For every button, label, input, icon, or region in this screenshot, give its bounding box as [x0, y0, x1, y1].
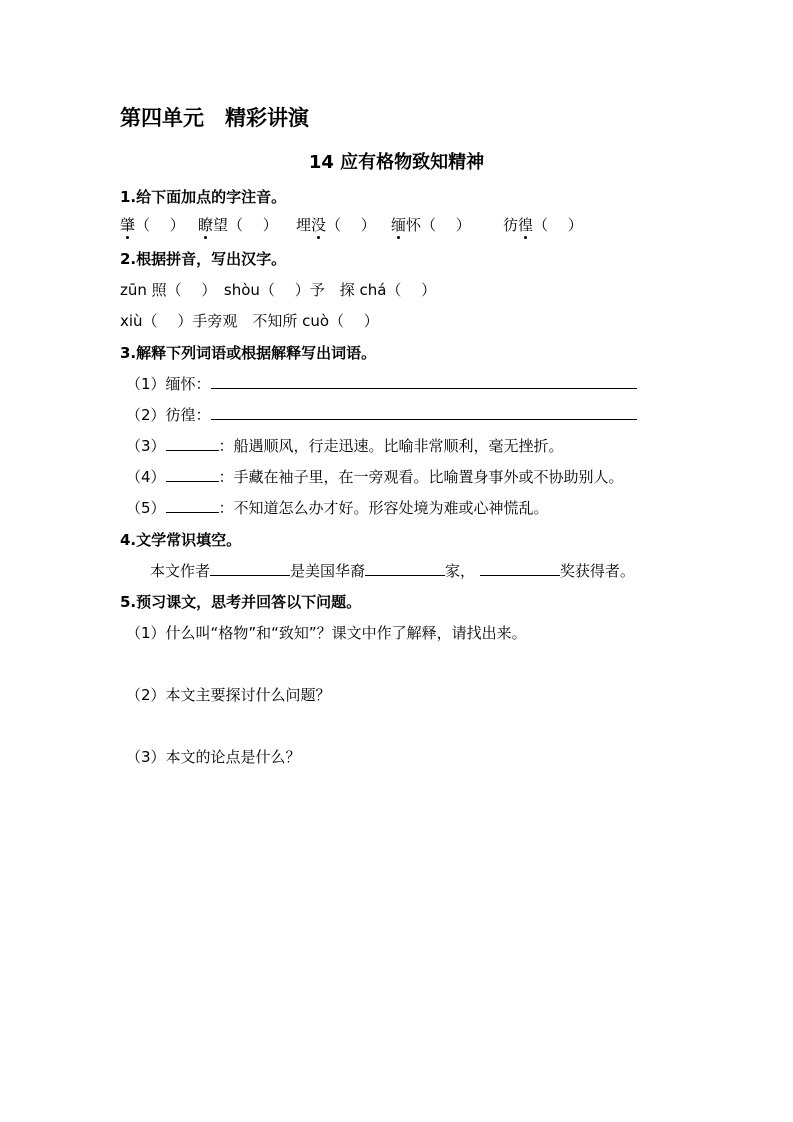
answer-blank[interactable]: （ ）: [421, 216, 471, 234]
plain-char: 怀: [406, 216, 422, 234]
q3-item-2: [126, 404, 637, 425]
answer-blank[interactable]: （ ）: [326, 216, 376, 234]
answer-blank[interactable]: （ ）: [533, 216, 583, 234]
q5-item-1: （1）什么叫“格物”和“致知”？课文中作了解释，请找出来。: [126, 624, 527, 642]
answer-line[interactable]: [211, 405, 637, 420]
q1-item-1: [120, 214, 185, 235]
q3-text: ：船遇顺风，行走迅速。比喻非常顺利，毫无挫折。: [218, 437, 564, 455]
q1-item-5: [503, 214, 583, 235]
question-5-prompt: 5.预习课文，思考并回答以下问题。: [120, 593, 362, 611]
dotted-char: 肇: [120, 216, 136, 234]
answer-blank[interactable]: （ ）: [135, 216, 185, 234]
q3-item-1: [126, 373, 637, 394]
q2-line-2: xiù（ ）手旁观 不知所 cuò（ ）: [120, 312, 379, 330]
q3-item-5: [126, 497, 549, 518]
q3-text: ：不知道怎么办才好。形容处境为难或心神慌乱。: [218, 499, 549, 517]
dotted-char: 瞭: [198, 216, 214, 234]
q3-label: （2）彷徨：: [126, 406, 211, 424]
dotted-char: 徨: [518, 216, 534, 234]
answer-line[interactable]: [480, 561, 560, 576]
answer-line[interactable]: [166, 498, 219, 513]
q3-text: ：手藏在袖子里，在一旁观看。比喻置身事外或不协助别人。: [218, 468, 624, 486]
q4-text: 奖获得者。: [559, 562, 635, 580]
q3-item-4: [126, 466, 624, 487]
q4-text: 家，: [445, 562, 476, 580]
plain-char: 彷: [503, 216, 519, 234]
q1-item-3: [296, 214, 376, 235]
q1-item-4: [391, 214, 471, 235]
question-2-prompt: 2.根据拼音，写出汉字。: [120, 250, 287, 268]
answer-line[interactable]: [166, 467, 219, 482]
q3-label: （1）缅怀：: [126, 375, 211, 393]
answer-line[interactable]: [166, 436, 219, 451]
answer-blank[interactable]: （ ）: [228, 216, 278, 234]
q3-label: （4）: [126, 468, 166, 486]
question-4-prompt: 4.文学常识填空。: [120, 531, 242, 549]
question-3-prompt: 3.解释下列词语或根据解释写出词语。: [120, 344, 377, 362]
plain-char: 埋: [296, 216, 312, 234]
answer-line[interactable]: [210, 561, 290, 576]
q3-label: （5）: [126, 499, 166, 517]
q5-item-3: （3）本文的论点是什么？: [126, 748, 301, 766]
q1-item-2: [198, 214, 278, 235]
dotted-char: 没: [311, 216, 327, 234]
unit-title: 第四单元 精彩讲演: [120, 106, 309, 130]
answer-line[interactable]: [365, 561, 445, 576]
q3-label: （3）: [126, 437, 166, 455]
q4-text: 是美国华裔: [290, 562, 366, 580]
answer-line[interactable]: [211, 374, 637, 389]
dotted-char: 缅: [391, 216, 407, 234]
q4-text: 本文作者: [150, 562, 211, 580]
q3-item-3: [126, 435, 564, 456]
lesson-title: 14 应有格物致知精神: [308, 152, 485, 173]
q2-line-1: zūn 照（ ） shòu（ ）予 探 chá（ ）: [120, 281, 437, 299]
q5-item-2: （2）本文主要探讨什么问题？: [126, 686, 331, 704]
q4-fill-line: [150, 560, 635, 581]
question-1-prompt: 1.给下面加点的字注音。: [120, 188, 287, 206]
plain-char: 望: [213, 216, 229, 234]
